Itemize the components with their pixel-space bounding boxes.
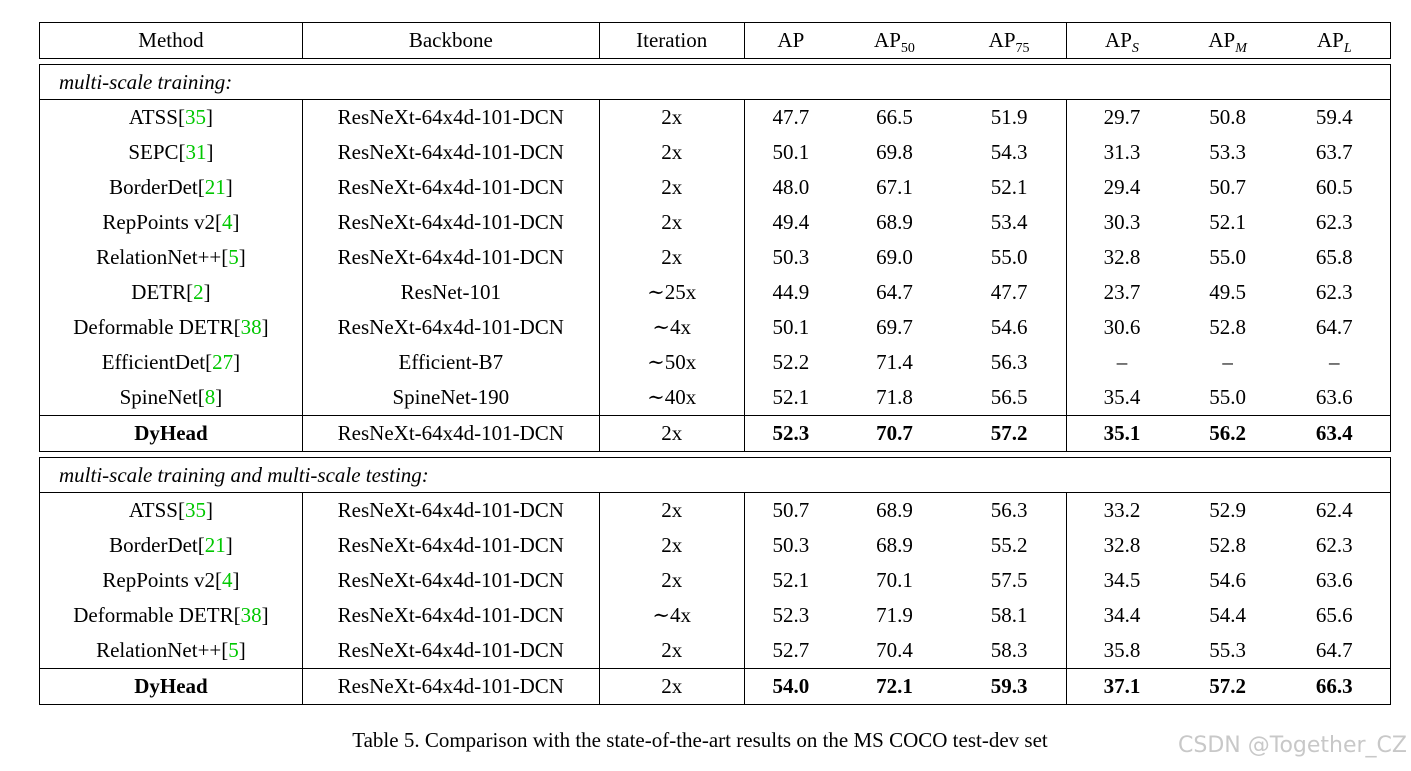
ap-cell: 48.0 [772,175,810,199]
backbone-cell: ResNeXt-64x4d-101-DCN [302,100,599,136]
ap-cell: 44.9 [772,280,810,304]
apm-cell: – [1222,350,1233,374]
ap-cell: 50.3 [772,245,810,269]
apm-cell: 52.9 [1177,493,1279,529]
backbone-cell: ResNeXt-64x4d-101-DCN [302,135,599,170]
apm-cell: 52.8 [1209,533,1246,557]
header-ap: AP [744,23,837,59]
backbone-cell: ResNeXt-64x4d-101-DCN [302,493,599,529]
citation-link[interactable]: 4 [222,568,233,592]
ap75-cell: 58.3 [952,633,1067,669]
ap75-cell: 53.4 [952,205,1067,240]
ap75-cell: 47.7 [952,275,1067,310]
method-cell [40,135,303,170]
ap75-cell: 56.5 [952,380,1067,416]
apm-cell: 50.7 [1209,175,1246,199]
method-name: SEPC [128,140,179,164]
ap75-cell: 52.1 [952,170,1067,205]
apl-cell: 65.8 [1279,240,1391,275]
ours-apm-cell: 56.2 [1177,416,1279,452]
iter-cell: ∼40x [599,380,744,416]
ref-bracket-open: [ [177,105,185,129]
method-cell [40,240,303,275]
ap50-cell: 71.4 [876,350,913,374]
ap75-cell: 55.0 [952,240,1067,275]
citation-link[interactable]: 21 [204,533,226,557]
header-ap50: $AP_{50}$ [837,23,952,59]
backbone-cell: ResNeXt-64x4d-101-DCN [302,633,599,669]
table-caption: Table 5. Comparison with the state-of-the-art results on the MS COCO test-dev set [352,728,1048,752]
ap-cell: 52.1 [744,380,837,416]
ap50-cell: 69.8 [876,140,913,164]
ap50-cell: 70.1 [876,568,913,592]
ap75-cell: 58.1 [952,598,1067,633]
backbone-cell: Efficient-B7 [302,345,599,380]
ap50-cell: 71.8 [837,380,952,416]
section-title: multi-scale training: [40,65,1391,100]
ap75-cell: 57.5 [952,563,1067,598]
apl-cell: 62.4 [1279,493,1391,529]
aps-cell: 33.2 [1067,493,1177,529]
method-name: ATSS [128,498,178,522]
table-row [40,598,1391,633]
ours-backbone-cell: ResNeXt-64x4d-101-DCN [302,669,599,705]
iter-cell: 2x [599,493,744,529]
apl-cell: 64.7 [1279,633,1391,669]
ap-cell: 52.1 [772,568,810,592]
section-title: multi-scale training and multi-scale testing: [40,458,1391,493]
table-row [40,100,1391,136]
iter-cell: 2x [599,205,744,240]
ap75-cell: 55.2 [952,528,1067,563]
ap50-cell: 68.9 [876,210,913,234]
ap-cell: 50.1 [772,315,810,339]
header-row [40,23,1391,59]
ref-bracket-open: [ [215,568,222,592]
table-row [40,493,1391,529]
table-row [40,345,1391,380]
citation-link[interactable]: 27 [212,350,234,374]
ref-bracket-close: ] [203,280,211,304]
method-name: RelationNet++ [96,638,222,662]
apl-cell: 63.6 [1279,563,1391,598]
ours-aps-cell: 35.1 [1067,416,1177,452]
ref-bracket-close: ] [238,638,246,662]
apl-cell: 62.3 [1279,205,1391,240]
ref-bracket-close: ] [232,210,240,234]
ours-aps-cell: 37.1 [1067,669,1177,705]
ap-cell: 52.3 [772,603,810,627]
method-name: Deformable DETR [73,315,234,339]
backbone-cell: ResNeXt-64x4d-101-DCN [302,170,599,205]
iter-cell: 2x [599,135,744,170]
citation-link[interactable]: 5 [228,638,239,662]
ref-bracket-close: ] [215,385,223,409]
ours-method-cell: DyHead [40,669,303,705]
ours-apm-cell: 57.2 [1177,669,1279,705]
header-ap75: $AP_{75}$ [952,23,1067,59]
method-name: RelationNet++ [96,245,222,269]
method-name: BorderDet [109,175,198,199]
method-cell [40,633,303,669]
citation-link[interactable]: 2 [193,280,204,304]
table-row [40,380,1391,416]
ours-ap50-cell: 72.1 [837,669,952,705]
apm-cell: 55.0 [1177,380,1279,416]
citation-link[interactable]: 35 [184,105,206,129]
ap-cell: 50.3 [772,533,810,557]
ours-ap50-cell: 70.7 [837,416,952,452]
apl-cell: – [1279,345,1391,380]
header-iteration: Iteration [599,23,744,59]
method-name: RepPoints v2 [102,568,215,592]
citation-link[interactable]: 8 [204,385,216,409]
ref-bracket-open: [ [215,210,222,234]
ref-bracket-close: ] [261,603,269,627]
ref-bracket-close: ] [238,245,246,269]
ap-cell: 49.4 [772,210,810,234]
method-name: SpineNet [119,385,198,409]
aps-cell: 30.3 [1103,210,1141,234]
apm-cell: 53.3 [1209,140,1246,164]
apm-cell: 55.0 [1209,245,1246,269]
table-row [40,275,1391,310]
ours-ap-cell: 52.3 [744,416,837,452]
header-apm: $AP_M$ [1177,23,1279,59]
aps-cell: 35.8 [1067,633,1177,669]
method-cell [40,528,303,563]
citation-link[interactable]: 38 [240,315,262,339]
citation-link[interactable]: 5 [228,245,239,269]
method-cell [40,345,303,380]
ours-ap75-cell: 59.3 [952,669,1067,705]
aps-cell: 32.8 [1103,533,1141,557]
ref-bracket-close: ] [225,533,233,557]
table-row [40,633,1391,669]
ref-bracket-close: ] [205,498,213,522]
ref-bracket-open: [ [205,350,213,374]
ap75-cell: 56.3 [952,493,1067,529]
ap50-cell: 70.4 [837,633,952,669]
ours-backbone-cell: ResNeXt-64x4d-101-DCN [302,416,599,452]
ref-bracket-open: [ [197,533,205,557]
citation-link[interactable]: 31 [185,140,207,164]
iter-cell: ∼4x [599,598,744,633]
table-row [40,528,1391,563]
table-row [40,563,1391,598]
aps-cell: 29.4 [1103,175,1141,199]
method-name: DETR [131,280,187,304]
apm-cell: 52.8 [1209,315,1246,339]
ap75-cell: 54.6 [952,310,1067,345]
method-cell [40,170,303,205]
apl-cell: 63.7 [1279,135,1391,170]
method-name: BorderDet [109,533,198,557]
ref-bracket-close: ] [233,350,241,374]
ref-bracket-open: [ [197,175,205,199]
ref-bracket-open: [ [221,245,229,269]
ap50-cell: 64.7 [876,280,913,304]
ours-iter-cell: 2x [599,669,744,705]
apl-cell: 65.6 [1279,598,1391,633]
ap-cell: 50.7 [744,493,837,529]
method-name: EfficientDet [101,350,206,374]
ap-cell: 47.7 [744,100,837,136]
ap50-cell: 71.9 [876,603,913,627]
ref-bracket-open: [ [186,280,194,304]
ours-ap75-cell: 57.2 [952,416,1067,452]
ref-bracket-close: ] [232,568,240,592]
ap50-cell: 67.1 [876,175,913,199]
iter-cell: 2x [599,100,744,136]
backbone-cell: ResNeXt-64x4d-101-DCN [302,240,599,275]
ap-cell: 52.7 [744,633,837,669]
table-row [40,310,1391,345]
aps-cell: 30.6 [1103,315,1141,339]
method-name: ATSS [128,105,178,129]
iter-cell: 2x [599,170,744,205]
citation-link[interactable]: 35 [184,498,206,522]
backbone-cell: SpineNet-190 [302,380,599,416]
backbone-cell: ResNeXt-64x4d-101-DCN [302,528,599,563]
apl-cell: 63.6 [1279,380,1391,416]
apl-cell: 60.5 [1279,170,1391,205]
ref-bracket-close: ] [261,315,269,339]
section-title-row [40,65,1391,100]
ours-apl-cell: 63.4 [1279,416,1391,452]
aps-cell: 23.7 [1103,280,1141,304]
ap50-cell: 69.0 [876,245,913,269]
backbone-cell: ResNeXt-64x4d-101-DCN [302,598,599,633]
results-table [39,22,1391,705]
ap75-cell: 54.3 [952,135,1067,170]
iter-cell: 2x [599,563,744,598]
method-cell [40,205,303,240]
method-cell [40,100,303,136]
apm-cell: 50.8 [1177,100,1279,136]
ap50-cell: 66.5 [837,100,952,136]
table-row [40,205,1391,240]
backbone-cell: ResNet-101 [302,275,599,310]
apm-cell: 54.4 [1209,603,1246,627]
iter-cell: ∼25x [599,275,744,310]
apl-cell: 62.3 [1279,275,1391,310]
method-cell [40,380,303,416]
ours-ap-cell: 54.0 [744,669,837,705]
aps-cell: 32.8 [1103,245,1141,269]
method-cell [40,310,303,345]
watermark: CSDN @Together_CZ [1178,733,1407,758]
ours-row [40,416,1391,452]
iter-cell: 2x [599,240,744,275]
apm-cell: 52.1 [1209,210,1246,234]
ref-bracket-open: [ [177,498,185,522]
header-backbone: Backbone [302,23,599,59]
ap50-cell: 68.9 [837,493,952,529]
aps-cell: 31.3 [1103,140,1141,164]
table-row [40,135,1391,170]
method-name: Deformable DETR [73,603,234,627]
method-cell [40,493,303,529]
ref-bracket-close: ] [205,105,213,129]
method-cell [40,598,303,633]
iter-cell: 2x [599,528,744,563]
citation-link[interactable]: 38 [240,603,262,627]
ref-bracket-open: [ [178,140,186,164]
aps-cell: 34.5 [1103,568,1141,592]
backbone-cell: ResNeXt-64x4d-101-DCN [302,310,599,345]
method-cell [40,275,303,310]
iter-cell: ∼50x [599,345,744,380]
apl-cell: 62.3 [1279,528,1391,563]
backbone-cell: ResNeXt-64x4d-101-DCN [302,205,599,240]
table-row [40,240,1391,275]
apm-cell: 54.6 [1209,568,1246,592]
method-cell [40,563,303,598]
ref-bracket-open: [ [233,603,241,627]
section-title-row [40,458,1391,493]
citation-link[interactable]: 21 [204,175,226,199]
apm-cell: 55.3 [1177,633,1279,669]
iter-cell: 2x [599,633,744,669]
header-apl: $AP_L$ [1279,23,1391,59]
ref-bracket-open: [ [233,315,241,339]
header-aps: $AP_S$ [1067,23,1177,59]
ref-bracket-open: [ [221,638,229,662]
citation-link[interactable]: 4 [222,210,233,234]
iter-cell: ∼4x [599,310,744,345]
ours-row [40,669,1391,705]
ref-bracket-open: [ [197,385,205,409]
ap75-cell: 51.9 [952,100,1067,136]
aps-cell: 35.4 [1067,380,1177,416]
method-name: RepPoints v2 [102,210,215,234]
table-row [40,170,1391,205]
ref-bracket-close: ] [206,140,214,164]
apl-cell: 59.4 [1279,100,1391,136]
ref-bracket-close: ] [225,175,233,199]
ap75-cell: 56.3 [952,345,1067,380]
aps-cell: – [1116,350,1128,374]
aps-cell: 34.4 [1103,603,1141,627]
aps-cell: 29.7 [1067,100,1177,136]
backbone-cell: ResNeXt-64x4d-101-DCN [302,563,599,598]
ap-cell: 52.2 [772,350,810,374]
apm-cell: 49.5 [1209,280,1246,304]
ours-method-cell: DyHead [40,416,303,452]
ap-cell: 50.1 [772,140,810,164]
ap50-cell: 69.7 [876,315,913,339]
ours-apl-cell: 66.3 [1279,669,1391,705]
ap50-cell: 68.9 [876,533,913,557]
apl-cell: 64.7 [1279,310,1391,345]
header-method: Method [40,23,303,59]
ours-iter-cell: 2x [599,416,744,452]
